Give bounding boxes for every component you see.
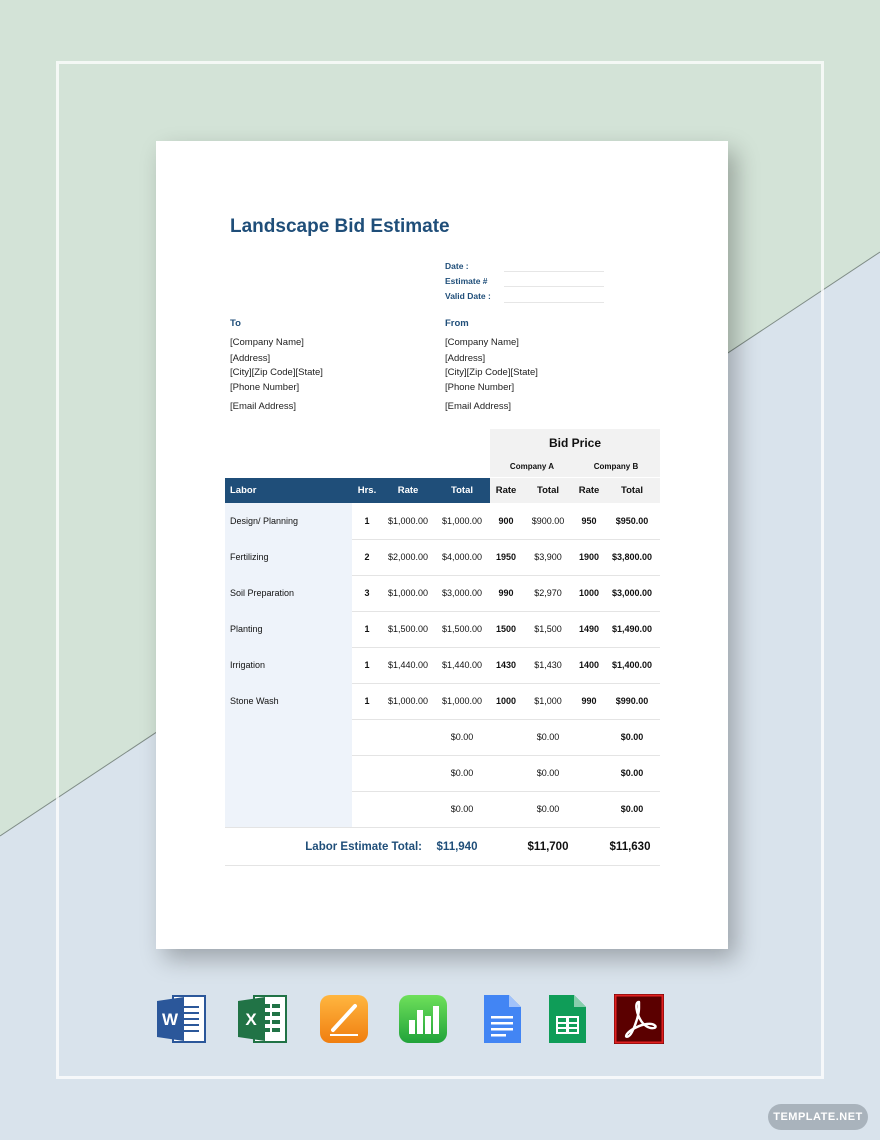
b-total-cell: $0.00	[620, 768, 644, 778]
rate-cell: $2,000.00	[387, 552, 429, 562]
a-total-cell: $0.00	[536, 768, 560, 778]
rate-cell: $1,440.00	[387, 660, 429, 670]
rate-cell: $1,000.00	[387, 516, 429, 526]
a-total-cell: $1,430	[534, 660, 562, 670]
b-rate-cell: 950	[581, 516, 597, 526]
table-row	[225, 611, 660, 648]
rate-cell: $1,000.00	[387, 696, 429, 706]
header-b-total: Total	[604, 478, 660, 503]
total-cell: $4,000.00	[441, 552, 483, 562]
b-total-cell: $3,800.00	[611, 552, 653, 562]
total-cell: $0.00	[450, 732, 474, 742]
header-rate: Rate	[382, 478, 434, 503]
valid-date-field	[504, 302, 604, 303]
to-email: [Email Address]	[230, 401, 296, 412]
hrs-cell: 1	[364, 696, 370, 706]
b-rate-cell: 1900	[578, 552, 600, 562]
b-total-cell: $990.00	[615, 696, 649, 706]
header-b-rate: Rate	[574, 478, 604, 503]
format-icons	[0, 992, 880, 1048]
b-total-cell: $0.00	[620, 804, 644, 814]
total-cell: $1,440.00	[441, 660, 483, 670]
date-field	[504, 271, 604, 272]
from-city: [City][Zip Code][State]	[445, 367, 538, 378]
date-label: Date :	[445, 261, 469, 271]
a-rate-cell: 1430	[495, 660, 517, 670]
header-a-rate: Rate	[490, 478, 522, 503]
labor-cell: Stone Wash	[230, 696, 279, 706]
google-sheets-icon[interactable]	[543, 992, 597, 1046]
totals-row	[225, 829, 660, 866]
labor-cell: Irrigation	[230, 660, 266, 670]
header-hrs: Hrs.	[352, 478, 382, 503]
excel-icon[interactable]	[236, 992, 290, 1046]
b-rate-cell	[574, 791, 604, 827]
word-icon[interactable]	[155, 992, 209, 1046]
a-total-cell: $0.00	[536, 804, 560, 814]
table-row	[225, 539, 660, 576]
b-rate-cell: 1400	[578, 660, 600, 670]
rate-cell	[382, 791, 434, 827]
to-city: [City][Zip Code][State]	[230, 367, 323, 378]
b-rate-cell: 1490	[578, 624, 600, 634]
header-labor: Labor	[225, 478, 352, 503]
labor-cell: Soil Preparation	[230, 588, 295, 598]
to-address: [Address]	[230, 353, 271, 364]
document-page	[156, 141, 728, 949]
labor-cell: Design/ Planning	[230, 516, 299, 526]
google-docs-icon[interactable]	[475, 992, 529, 1046]
b-rate-cell: 990	[581, 696, 597, 706]
estimate-number-label: Estimate #	[445, 276, 488, 286]
hrs-cell	[352, 719, 382, 755]
a-rate-cell	[490, 791, 522, 827]
table-row	[225, 575, 660, 612]
rate-cell: $1,500.00	[387, 624, 429, 634]
total-cell: $1,500.00	[441, 624, 483, 634]
b-total-cell: $3,000.00	[611, 588, 653, 598]
svg-text:X: X	[245, 1010, 257, 1029]
a-total-cell: $3,900	[534, 552, 562, 562]
b-rate-cell	[574, 755, 604, 791]
labor-estimate-total-label: Labor Estimate Total:	[305, 841, 422, 853]
valid-date-label: Valid Date :	[445, 291, 491, 301]
from-company: [Company Name]	[445, 337, 519, 348]
from-phone: [Phone Number]	[445, 382, 515, 393]
to-title: To	[230, 318, 241, 329]
pdf-icon[interactable]	[612, 992, 666, 1046]
rate-cell: $1,000.00	[387, 588, 429, 598]
a-total-cell: $900.00	[531, 516, 565, 526]
svg-text:W: W	[161, 1010, 179, 1029]
b-total-cell: $950.00	[615, 516, 649, 526]
a-total-cell: $1,000	[534, 696, 562, 706]
a-rate-cell	[490, 719, 522, 755]
labor-cell	[225, 755, 352, 791]
labor-cell	[225, 791, 352, 827]
labor-cell: Fertilizing	[230, 552, 269, 562]
bid-price-title: Bid Price	[548, 436, 602, 450]
pages-icon[interactable]	[317, 992, 371, 1046]
a-rate-cell: 1950	[495, 552, 517, 562]
from-address: [Address]	[445, 353, 486, 364]
company-a-header: Company A	[509, 462, 555, 471]
total-cell: $0.00	[450, 768, 474, 778]
rate-cell	[382, 755, 434, 791]
total-cell: $0.00	[450, 804, 474, 814]
hrs-cell: 1	[364, 660, 370, 670]
hrs-cell: 2	[364, 552, 370, 562]
labor-estimate-total: $11,940	[436, 841, 478, 853]
a-rate-cell: 900	[498, 516, 514, 526]
header-total: Total	[434, 478, 490, 503]
a-rate-cell: 1500	[495, 624, 517, 634]
a-total-cell: $0.00	[536, 732, 560, 742]
template-net-watermark: TEMPLATE.NET	[768, 1104, 868, 1130]
total-cell: $1,000.00	[441, 696, 483, 706]
hrs-cell	[352, 791, 382, 827]
table-row	[225, 755, 660, 792]
b-total-cell: $1,400.00	[611, 660, 653, 670]
from-email: [Email Address]	[445, 401, 511, 412]
to-company: [Company Name]	[230, 337, 304, 348]
document-title: Landscape Bid Estimate	[230, 216, 450, 237]
labor-cell	[225, 719, 352, 755]
hrs-cell: 1	[364, 624, 370, 634]
total-cell: $3,000.00	[441, 588, 483, 598]
to-phone: [Phone Number]	[230, 382, 300, 393]
b-total-cell: $0.00	[620, 732, 644, 742]
hrs-cell	[352, 755, 382, 791]
labor-cell: Planting	[230, 624, 263, 634]
rate-cell	[382, 719, 434, 755]
table-row	[225, 791, 660, 828]
numbers-icon[interactable]	[396, 992, 450, 1046]
b-rate-cell: 1000	[578, 588, 600, 598]
hrs-cell: 3	[364, 588, 370, 598]
company-b-header: Company B	[593, 462, 639, 471]
table-row	[225, 647, 660, 684]
company-a-total: $11,700	[527, 841, 569, 853]
table-row	[225, 683, 660, 720]
a-total-cell: $1,500	[534, 624, 562, 634]
total-cell: $1,000.00	[441, 516, 483, 526]
hrs-cell: 1	[364, 516, 370, 526]
a-total-cell: $2,970	[534, 588, 562, 598]
from-title: From	[445, 318, 469, 329]
table-row	[225, 503, 660, 540]
estimate-number-field	[504, 286, 604, 287]
b-rate-cell	[574, 719, 604, 755]
table-header	[225, 478, 660, 503]
b-total-cell: $1,490.00	[611, 624, 653, 634]
company-b-total: $11,630	[609, 841, 651, 853]
a-rate-cell	[490, 755, 522, 791]
table-row	[225, 719, 660, 756]
a-rate-cell: 990	[498, 588, 514, 598]
a-rate-cell: 1000	[495, 696, 517, 706]
header-a-total: Total	[522, 478, 574, 503]
